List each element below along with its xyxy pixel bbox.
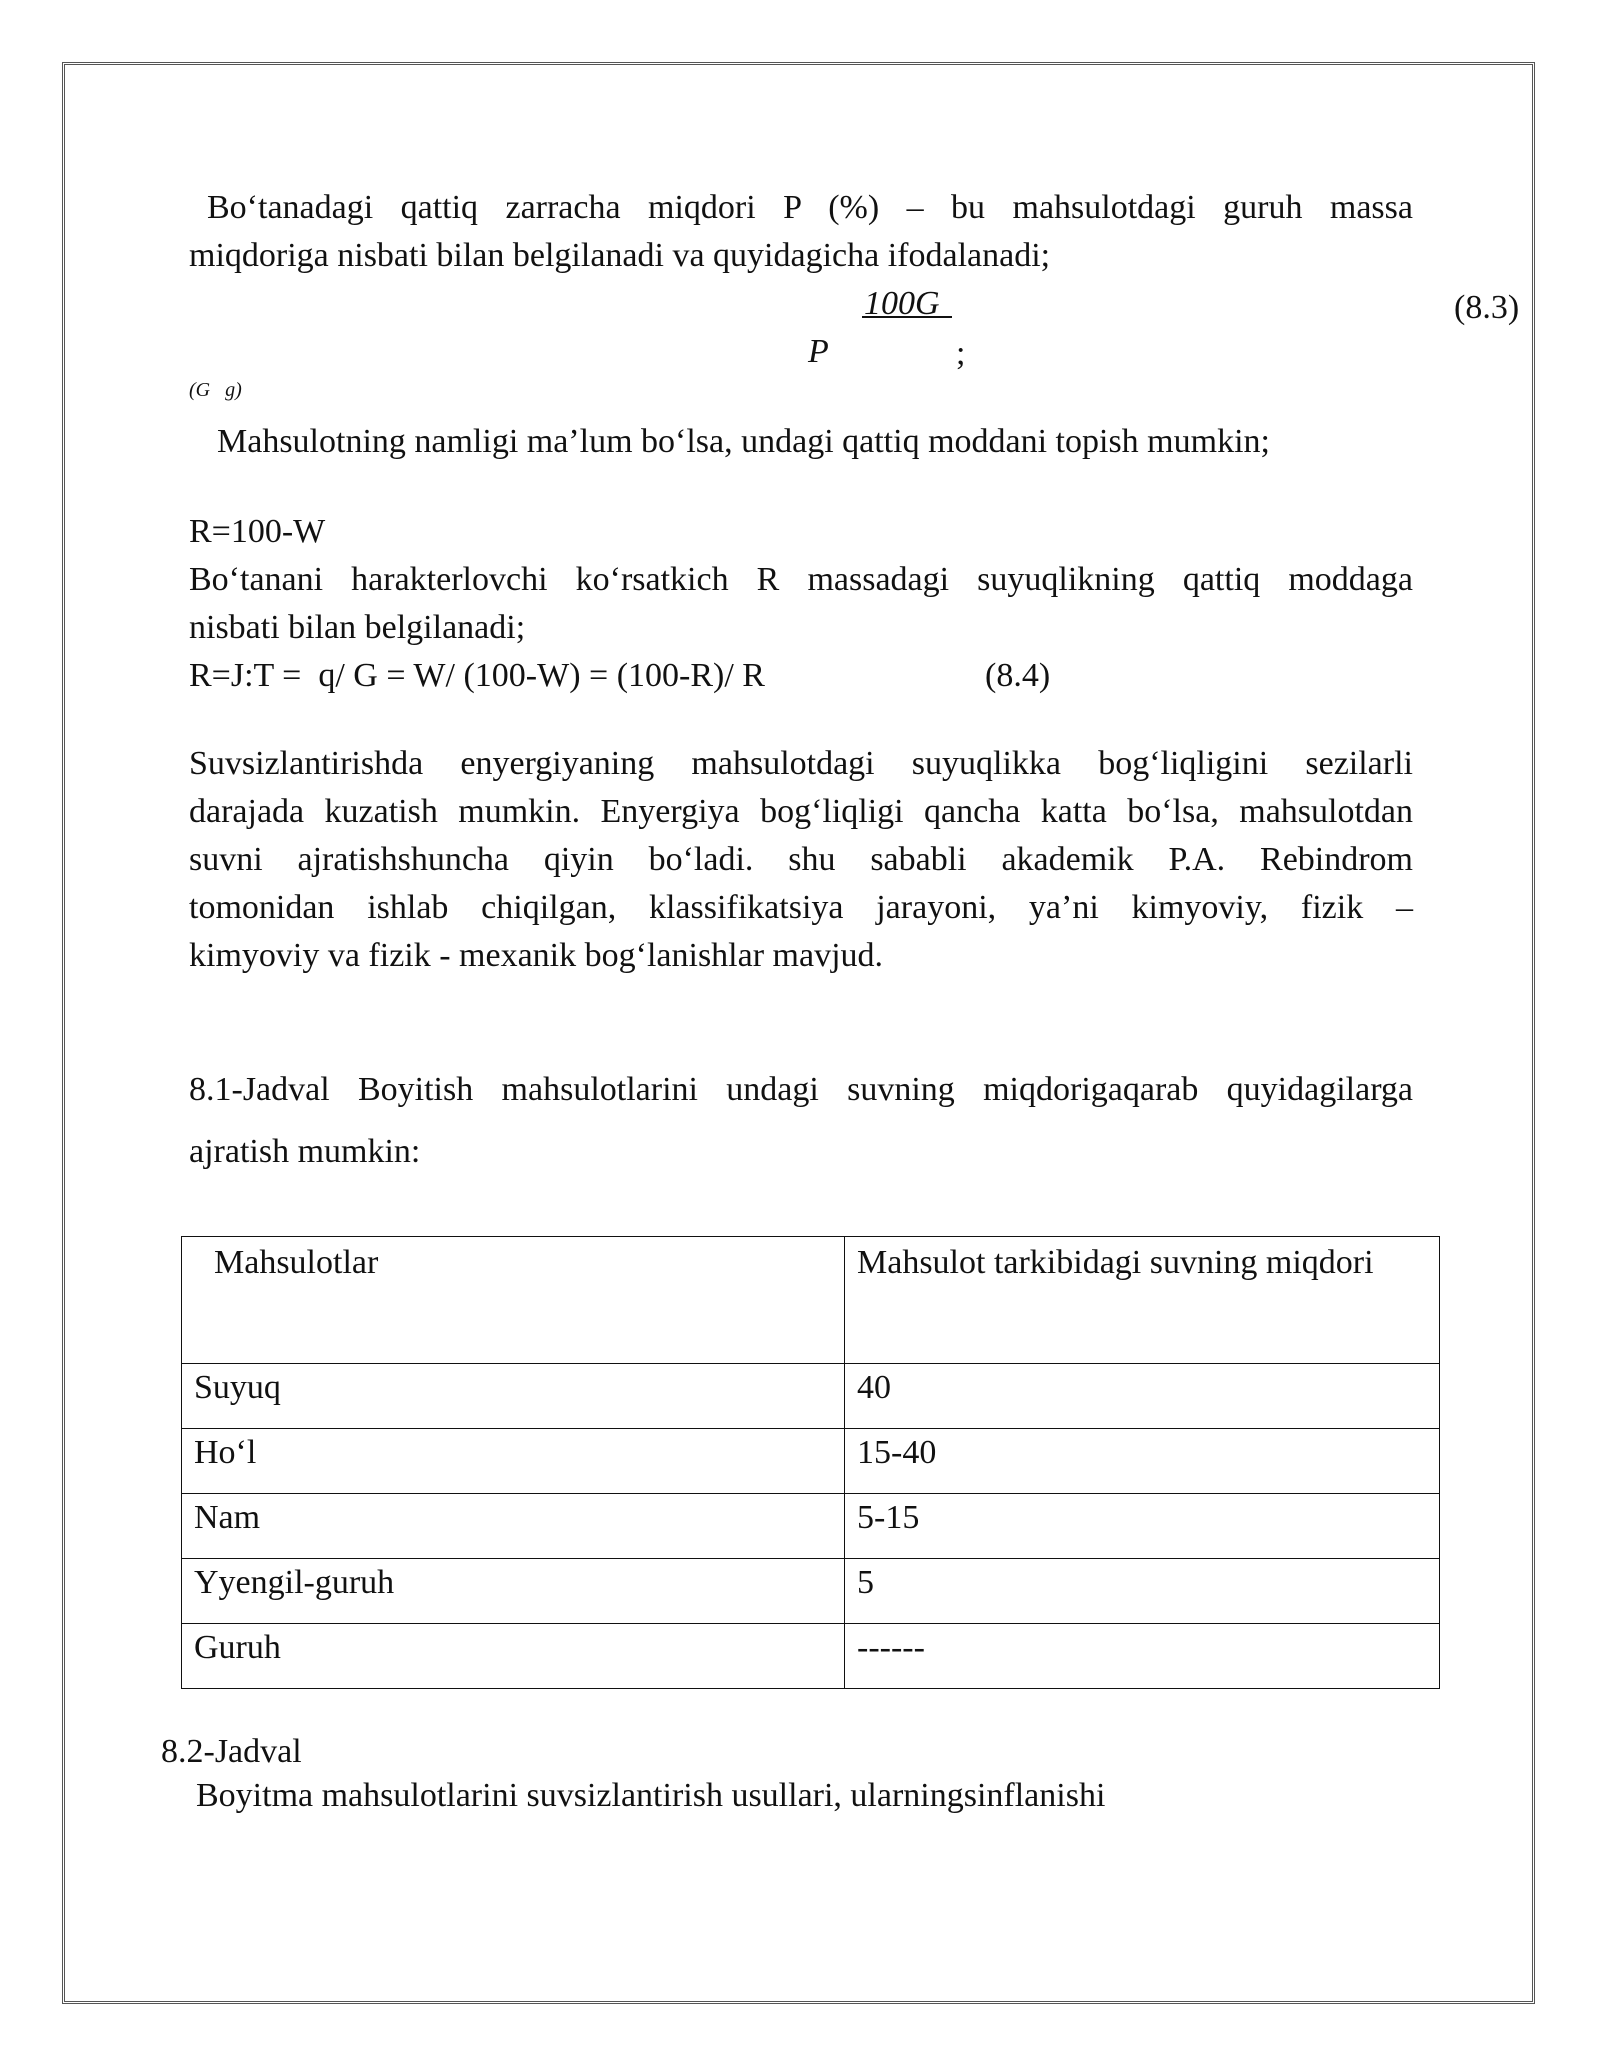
table-cell: Guruh xyxy=(182,1624,845,1689)
page-border xyxy=(62,62,1535,2004)
formula-semicolon: ; xyxy=(956,335,966,372)
table-row xyxy=(182,1624,1440,1689)
paragraph-line: Mahsulotning namligi ma’lum bo‘lsa, undagi qattiq moddani topish mumkin; xyxy=(217,423,1270,460)
table-cell: Suyuq xyxy=(182,1364,845,1429)
formula-numerator: 100G xyxy=(864,285,940,322)
table-row xyxy=(182,1364,1440,1429)
table-header-row xyxy=(182,1237,1440,1364)
paragraph-line: Bo‘tanani harakterlovchi ko‘rsatkich R massadagi suyuqlikning qattiq moddaga xyxy=(189,561,1413,598)
formula-denominator: (G g) xyxy=(189,379,242,401)
paragraph-line: Bo‘tanadagi qattiq zarracha miqdori P (%) – bu mahsulotdagi guruh massa xyxy=(207,189,1413,226)
table-row xyxy=(182,1559,1440,1624)
table-caption: ajratish mumkin: xyxy=(189,1133,421,1170)
table-cell: Nam xyxy=(182,1494,845,1559)
table-caption-title: Boyitma mahsulotlarini suvsizlantirish usullari, ularningsinflanishi xyxy=(196,1777,1106,1814)
table-cell: 15-40 xyxy=(845,1429,1440,1494)
paragraph-line: kimyoviy va fizik - mexanik bog‘lanishlar mavjud. xyxy=(189,937,884,974)
equation-number: (8.3) xyxy=(1454,289,1520,326)
paragraph-line: nisbati bilan belgilanadi; xyxy=(189,609,526,646)
table-header-cell: Mahsulotlar xyxy=(182,1237,845,1364)
table-cell: Yyengil-guruh xyxy=(182,1559,845,1624)
table-header-cell: Mahsulot tarkibidagi suvning miqdori xyxy=(845,1237,1440,1364)
paragraph-line: Suvsizlantirishda enyergiyaning mahsulotdagi suyuqlikka bog‘liqligini sezilarli xyxy=(189,745,1413,782)
table-caption-label: 8.2-Jadval xyxy=(161,1733,302,1770)
formula-line: R=J:T = q/ G = W/ (100-W) = (100-R)/ R xyxy=(189,657,765,694)
table-cell: 40 xyxy=(845,1364,1440,1429)
paragraph-line: tomonidan ishlab chiqilgan, klassifikatsiya jarayoni, ya’ni kimyoviy, fizik – xyxy=(189,889,1413,926)
paragraph-line: suvni ajratishshuncha qiyin bo‘ladi. shu sababli akademik P.A. Rebindrom xyxy=(189,841,1413,878)
paragraph-line: miqdoriga nisbati bilan belgilanadi va quyidagicha ifodalanadi; xyxy=(189,237,1051,274)
paragraph-line: darajada kuzatish mumkin. Enyergiya bog‘liqligi qancha katta bo‘lsa, mahsulotdan xyxy=(189,793,1413,830)
table-row xyxy=(182,1429,1440,1494)
formula-lhs: P xyxy=(808,333,829,370)
table-row xyxy=(182,1494,1440,1559)
water-content-table xyxy=(181,1236,1440,1689)
table-cell: 5 xyxy=(845,1559,1440,1624)
table-cell: ------ xyxy=(845,1624,1440,1689)
formula-line: R=100-W xyxy=(189,513,326,550)
fraction-bar xyxy=(862,316,952,318)
table-cell: 5-15 xyxy=(845,1494,1440,1559)
equation-number: (8.4) xyxy=(985,657,1051,694)
table-cell: Ho‘l xyxy=(182,1429,845,1494)
table-caption: 8.1-Jadval Boyitish mahsulotlarini undagi suvning miqdorigaqarab quyidagilarga xyxy=(189,1071,1413,1108)
